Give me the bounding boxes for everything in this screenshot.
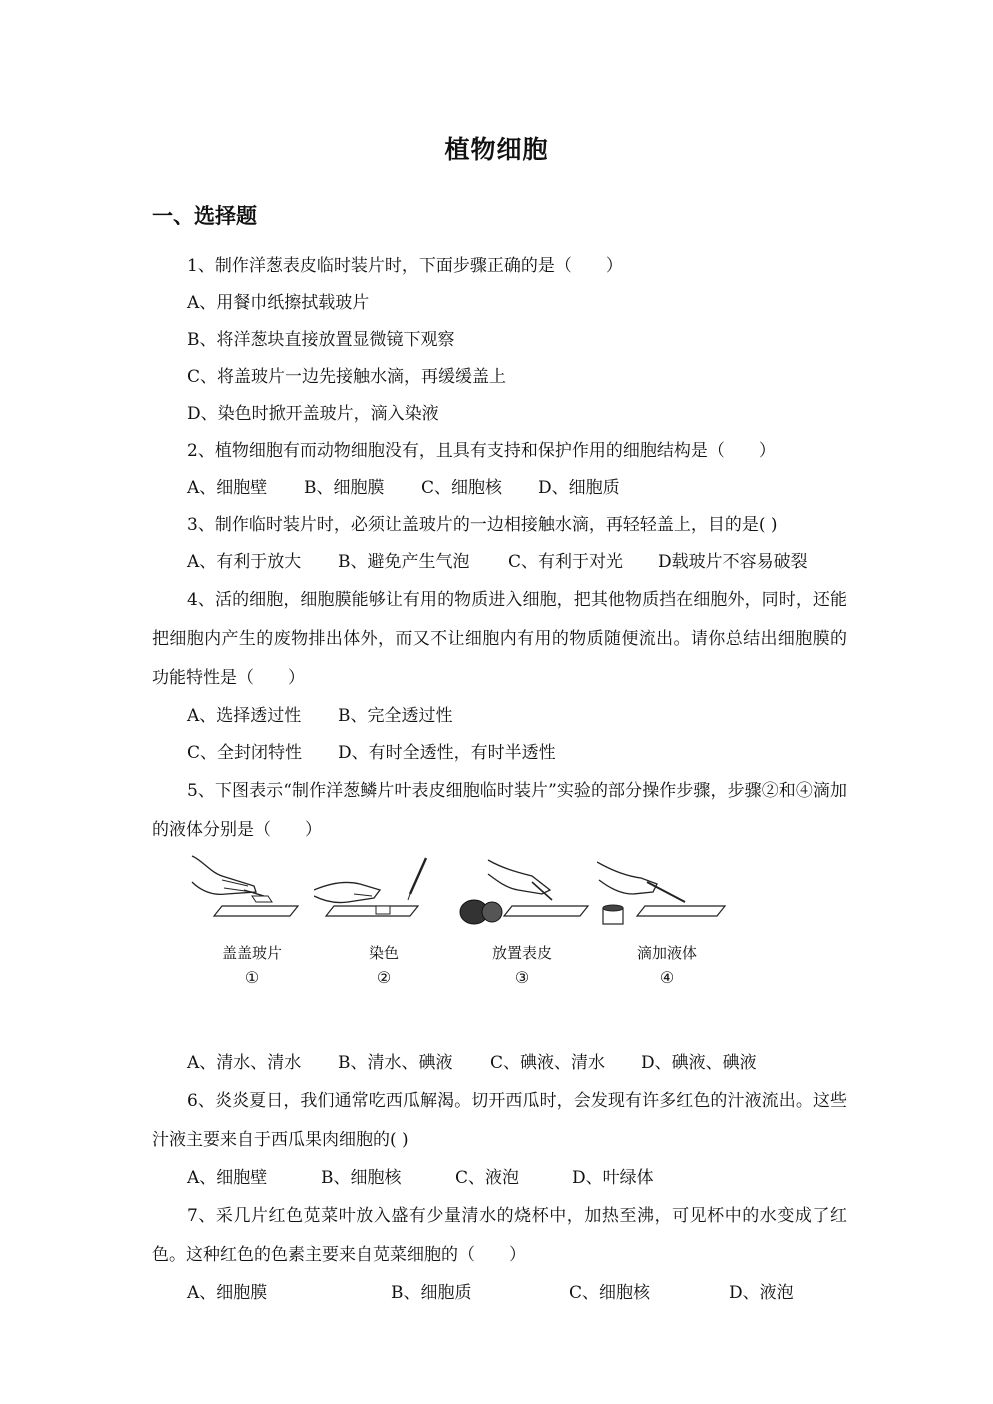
page-title: 植物细胞 [444, 135, 549, 164]
question-4-option-d: D、有时全透性，有时半透性 [338, 743, 556, 763]
question-1-option-c: C、将盖玻片一边先接触水滴，再缓缓盖上 [187, 367, 507, 387]
question-6-option-b: B、细胞核 [321, 1168, 402, 1188]
question-5-option-d: D、碘液、碘液 [641, 1053, 757, 1073]
step-3-illustration [452, 850, 592, 940]
question-7-option-b: B、细胞质 [391, 1283, 472, 1303]
question-6-options [152, 1160, 847, 1197]
step-2-illustration [314, 850, 454, 940]
step-1-caption: 盖盖玻片 [221, 944, 282, 962]
question-list [152, 248, 847, 1312]
question-1-option-d: D、染色时掀开盖玻片，滴入染液 [187, 404, 439, 424]
dropping-liquid-icon [597, 850, 737, 940]
question-5-option-b: B、清水、碘液 [338, 1053, 453, 1073]
step-1-number: ① [244, 968, 260, 987]
question-3-option-b: B、避免产生气泡 [338, 552, 470, 572]
question-2-option-b: B、细胞膜 [304, 478, 385, 498]
onion-forceps-icon [452, 850, 592, 940]
question-3-option-c: C、有利于对光 [508, 552, 624, 572]
question-2-options [152, 470, 847, 507]
step-3-number: ③ [514, 968, 530, 987]
question-4-stem: 4、活的细胞，细胞膜能够让有用的物质进入细胞，把其他物质挡在细胞外，同时，还能把细胞内产生的废物排出体外，而又不让细胞内有用的物质随便流出。请你总结出细胞膜的功能特性是（ ） [152, 590, 847, 688]
question-2-option-a: A、细胞壁 [187, 478, 268, 498]
step-2-number: ② [376, 968, 392, 987]
question-4-option-a: A、选择透过性 [187, 706, 302, 726]
question-5-option-c: C、碘液、清水 [490, 1053, 606, 1073]
step-4-caption: 滴加液体 [636, 944, 697, 962]
question-4-option-b: B、完全透过性 [338, 706, 453, 726]
question-5-stem: 5、下图表示“制作洋葱鳞片叶表皮细胞临时装片”实验的部分操作步骤，步骤②和④滴加的液体分别是（ ） [152, 781, 847, 840]
question-6-option-c: C、液泡 [455, 1168, 520, 1188]
question-4-option-c: C、全封闭特性 [187, 743, 303, 763]
cover-slip-hand-icon [182, 850, 322, 940]
question-5-options [152, 1045, 847, 1082]
question-3-option-a: A、有利于放大 [187, 552, 302, 572]
question-1-option-a: A、用餐巾纸擦拭载玻片 [187, 293, 370, 313]
question-4-options-row-2 [152, 735, 847, 772]
step-4-illustration [597, 850, 737, 940]
question-2-option-c: C、细胞核 [421, 478, 503, 498]
question-6-option-a: A、细胞壁 [187, 1168, 268, 1188]
step-4-number: ④ [659, 968, 675, 987]
question-1-stem: 1、制作洋葱表皮临时装片时，下面步骤正确的是（ ） [187, 256, 623, 276]
question-2-stem: 2、植物细胞有而动物细胞没有，且具有支持和保护作用的细胞结构是（ ） [187, 441, 776, 461]
question-2-option-d: D、细胞质 [538, 478, 620, 498]
experiment-steps-figure [152, 850, 847, 1045]
question-3-stem: 3、制作临时装片时，必须让盖玻片的一边相接触水滴，再轻轻盖上，目的是( ) [187, 515, 778, 535]
section-heading: 一、选择题 [152, 203, 257, 228]
step-1-illustration [182, 850, 322, 940]
step-3-caption: 放置表皮 [491, 944, 552, 962]
question-7-stem: 7、采几片红色苋菜叶放入盛有少量清水的烧杯中，加热至沸，可见杯中的水变成了红色。这种红色的色素主要来自苋菜细胞的（ ） [152, 1206, 847, 1265]
question-7-option-c: C、细胞核 [569, 1283, 651, 1303]
question-7-option-d: D、液泡 [729, 1283, 794, 1303]
question-1-option-b: B、将洋葱块直接放置显微镜下观察 [187, 330, 455, 350]
question-3-options [152, 544, 847, 581]
question-7-options [152, 1275, 847, 1312]
question-3-option-d: D载玻片不容易破裂 [658, 552, 808, 572]
question-6-option-d: D、叶绿体 [572, 1168, 654, 1188]
staining-dropper-icon [314, 850, 454, 940]
question-7-option-a: A、细胞膜 [187, 1283, 268, 1303]
question-4-options-row-1 [152, 698, 847, 735]
step-2-caption: 染色 [368, 944, 399, 962]
question-6-stem: 6、炎炎夏日，我们通常吃西瓜解渴。切开西瓜时，会发现有许多红色的汁液流出。这些汁液主要来自于西瓜果肉细胞的( ) [152, 1091, 847, 1150]
question-5-option-a: A、清水、清水 [187, 1053, 302, 1073]
